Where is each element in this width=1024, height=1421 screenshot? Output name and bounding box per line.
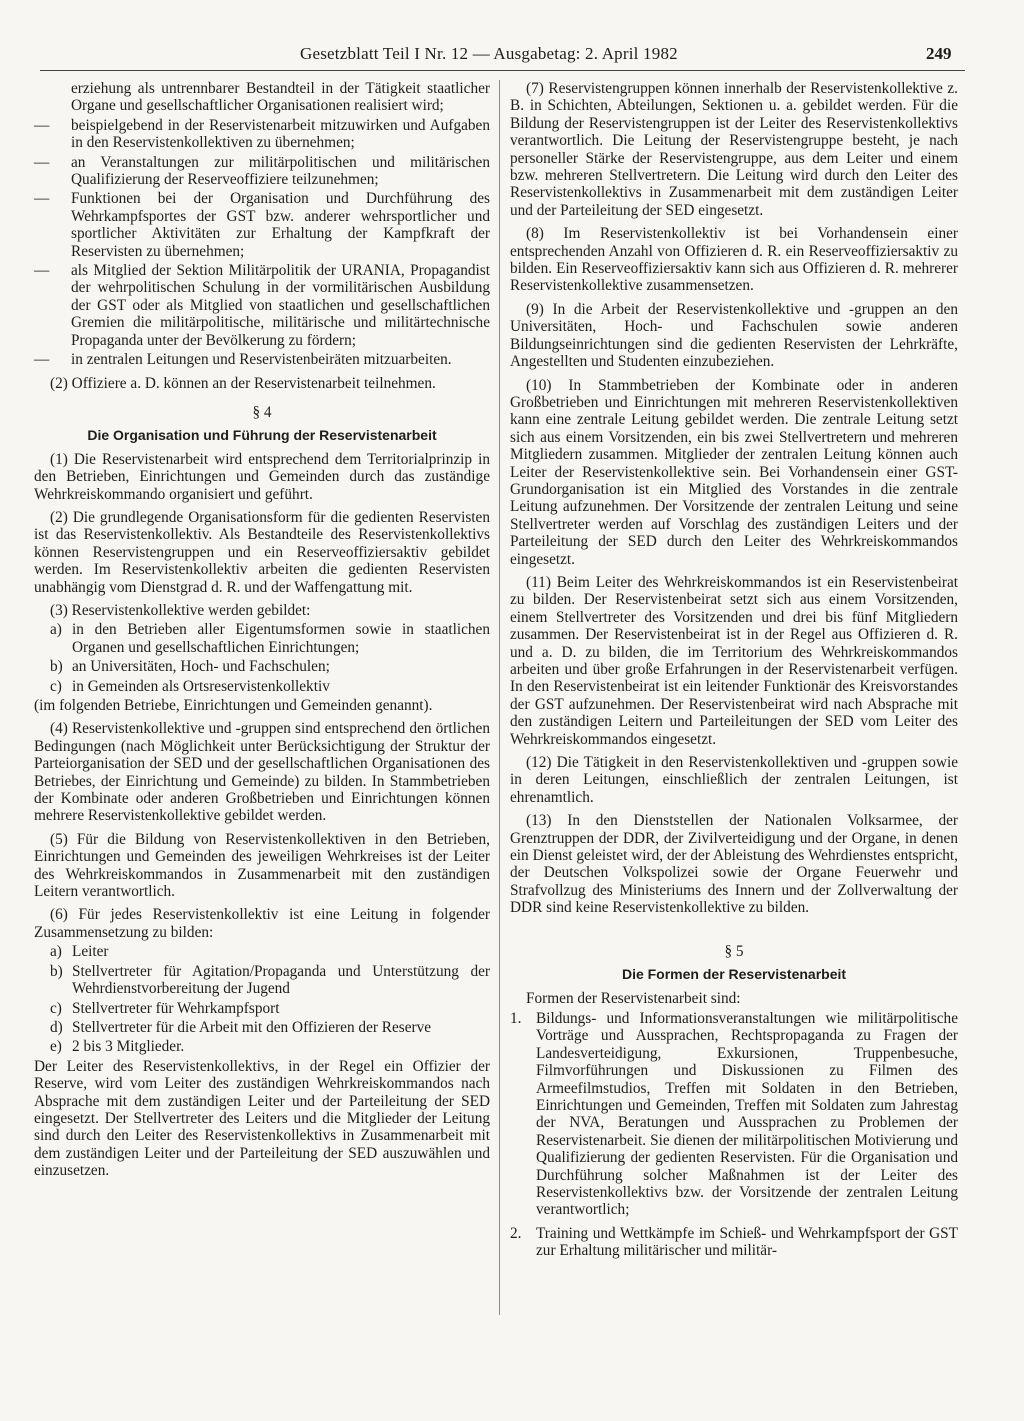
paragraph: (12) Die Tätigkeit in den Reservistenkollektiven und -gruppen sowie in deren Leitungen, einschließlich der zentralen Leitungen, ist ehrenamtlich. xyxy=(510,754,958,806)
list-item xyxy=(50,1038,490,1055)
list-item-text: in den Betrieben aller Eigentumsformen sowie in staatlichen Organen und gesellschaftlichen Einrichtungen; xyxy=(72,621,490,656)
list-marker: 1. xyxy=(510,1009,522,1027)
list-item-text: Funktionen bei der Organisation und Durchführung des Wehrkampfsportes der GST bzw. anderer wehrsportlicher und sportlicher Aktivitäten zur Erhaltung der Kampfkraft der Reservisten zu übernehmen; xyxy=(71,190,490,260)
list-item-text: Leiter xyxy=(72,943,109,961)
list-item-text: an Veranstaltungen zur militärpolitischen und militärischen Qualifizierung der Reserveoffiziere teilzunehmen; xyxy=(71,153,490,189)
paragraph: (2) Die grundlegende Organisationsform für die gedienten Reservisten ist das Reservistenkollektiv. Als Bestandteile des Reservistenkollektivs können Reservistengruppen und ein Reserveoffiziersaktiv gebildet werden. Im Reservistenkollektiv arbeiten die gedienten Reservisten unabhängig vom Dienstgrad d. R. und der Waffengattung mit. xyxy=(34,508,490,596)
list-marker: c) xyxy=(50,999,62,1017)
section-number: § 4 xyxy=(252,403,272,421)
dash-marker: — xyxy=(34,153,50,171)
list-item-text: Bildungs- und Informationsveranstaltungen wie militärpolitische Vorträge und Aussprachen, Rechtspropaganda zu Fragen der Landesverteidigung, Exkursionen, Truppenbesuche, Filmvorführungen und Diskussionen zu Filmen des Armeefilmstudios, Treffen mit Soldaten in den Betrieben, Einrichtungen und Gemeinden, Treffen mit Soldaten zum Jahrestag der NVA, Beratungen und Aussprachen zu Problemen der Reservistenarbeit. Sie dienen der militärpolitischen Motivierung und Qualifizierung der gedienten Reservisten. Für die Organisation und Durchführung solcher Maßnahmen ist der Leiter des Reservistenkollektivs bzw. der Vorsitzende der zentralen Leitung verantwortlich; xyxy=(536,1009,958,1219)
paragraph: (7) Reservistengruppen können innerhalb der Reservistenkollektive z. B. in Schichten, Abteilungen, Sektionen u. a. gebildet werden. Für die Bildung der Reservistengruppen ist der Leiter des Reservistenkollektivs verantwortlich. Die Leitung der Reservistengruppe besteht, je nach personeller Stärke der Reservistengruppe, aus dem Leiter und einem bzw. mehreren Stellvertretern. Die Leitung wird durch den Leiter des Reservistenkollektivs in Zusammenarbeit mit dem zuständigen Leiter und der Parteileitung der SED eingesetzt. xyxy=(510,80,958,219)
dash-marker: — xyxy=(34,262,50,280)
dash-marker: — xyxy=(34,351,50,369)
list-item-text: in zentralen Leitungen und Reservistenbeiräten mitzuarbeiten. xyxy=(71,351,452,369)
paragraph: Formen der Reservistenarbeit sind: xyxy=(526,989,741,1007)
dash-marker: — xyxy=(34,190,50,208)
header-title: Gesetzblatt Teil I Nr. 12 — Ausgabetag: 2. April 1982 xyxy=(300,44,678,63)
list-item xyxy=(50,678,490,695)
section-title: Die Organisation und Führung der Reservistenarbeit xyxy=(87,427,437,444)
list-item xyxy=(510,1010,958,1219)
list-item-text: Stellvertreter für Agitation/Propaganda und Unterstützung der Wehrdienstvorbereitung der Jugend xyxy=(72,962,490,998)
continued-text: erziehung als untrennbarer Bestandteil in der Tätigkeit staatlicher Organe und gesellschaftlicher Organisationen realisiert wird; xyxy=(71,80,490,115)
page-header xyxy=(0,44,1024,68)
list-item xyxy=(34,190,490,260)
list-item-text: an Universitäten, Hoch- und Fachschulen; xyxy=(72,658,330,676)
list-item-text: 2 bis 3 Mitglieder. xyxy=(72,1038,185,1056)
list-marker: a) xyxy=(50,621,62,639)
right-column xyxy=(510,80,958,1266)
list-item xyxy=(34,117,490,152)
paragraph: (3) Reservistenkollektive werden gebildet: xyxy=(50,601,311,619)
left-column xyxy=(34,80,490,1186)
list-item xyxy=(50,621,490,656)
list-item xyxy=(510,1225,958,1260)
list-marker: a) xyxy=(50,943,62,961)
list-item xyxy=(50,658,490,675)
dash-marker: — xyxy=(34,116,50,134)
list-item xyxy=(50,1019,490,1036)
paragraph: Der Leiter des Reservistenkollektivs, in der Regel ein Offizier der Reserve, wird vom Leiter des zuständigen Wehrkreiskommandos nach Absprache mit dem zuständigen Leiter und der Parteileitung der SED eingesetzt. Der Stellvertreter des Leiters und die Mitglieder der Leitung sind durch den Leiter des Reservistenkollektivs in Zusammenarbeit mit dem zuständigen Leiter und der Parteileitung der SED auszuwählen und einzusetzen. xyxy=(34,1057,490,1180)
list-item-text: Training und Wettkämpfe im Schieß- und Wehrkampfsport der GST zur Erhaltung militärischer und militär- xyxy=(536,1224,958,1260)
paragraph: (2) Offiziere a. D. können an der Reservistenarbeit teilnehmen. xyxy=(50,374,436,392)
list-item-text: Stellvertreter für die Arbeit mit den Offizieren der Reserve xyxy=(72,1018,432,1036)
list-marker: c) xyxy=(50,677,62,695)
paragraph: (5) Für die Bildung von Reservistenkollektiven in den Betrieben, Einrichtungen und Gemeinden des jeweiligen Wehrkreises ist der Leiter des Wehrkreiskommandos in Zusammenarbeit mit den zuständigen Leitern verantwortlich. xyxy=(34,830,490,901)
paragraph: (13) In den Dienststellen der Nationalen Volksarmee, der Grenztruppen der DDR, der Zivilverteidigung und der Organe, in denen ein Dienst geleistet wird, der der Ableistung des Wehrdienstes entspricht, der Deutschen Volkspolizei sowie der Organe Feuerwehr und Strafvollzug des Ministeriums des Innern und der Zollverwaltung der DDR sind keine Reservistenkollektive zu bilden. xyxy=(510,812,958,917)
list-item-text: in Gemeinden als Ortsreservistenkollektiv xyxy=(72,677,330,695)
paragraph: (1) Die Reservistenarbeit wird entsprechend dem Territorialprinzip in den Betrieben, Einrichtungen und Gemeinden durch das zuständige Wehrkreiskommando organisiert und geführt. xyxy=(34,450,490,503)
header-rule xyxy=(40,70,965,71)
list-marker: d) xyxy=(50,1018,63,1036)
section-number: § 5 xyxy=(724,942,744,960)
paragraph: (4) Reservistenkollektive und -gruppen sind entsprechend den örtlichen Bedingungen (nach Möglichkeit unter Berücksichtigung der Struktur der Parteiorganisation der SED und der gesellschaftlichen Organisationen des Betriebes, der Einrichtung und Gemeinde) zu bilden. In Stammbetrieben der Kombinate oder anderen Großbetrieben und Einrichtungen können mehrere Reservistenkollektive gebildet werden. xyxy=(34,720,490,825)
list-item-text: beispielgebend in der Reservistenarbeit mitzuwirken und Aufgaben in den Reservistenkollektiven zu übernehmen; xyxy=(71,116,490,152)
paragraph: (6) Für jedes Reservistenkollektiv ist eine Leitung in folgender Zusammensetzung zu bilden: xyxy=(34,906,490,941)
list-item xyxy=(34,351,490,368)
list-marker: e) xyxy=(50,1038,62,1056)
list-marker: b) xyxy=(50,658,63,676)
list-item-text: Stellvertreter für Wehrkampfsport xyxy=(72,999,280,1017)
paragraph: (9) In die Arbeit der Reservistenkollektive und -gruppen an den Universitäten, Hoch- und Fachschulen sowie anderen Bildungseinrichtungen sind die gedienten Reservisten der Lehrkräfte, Angestellten und Studenten einzubeziehen. xyxy=(510,300,958,371)
list-marker: b) xyxy=(50,962,63,980)
paragraph: (11) Beim Leiter des Wehrkreiskommandos ist ein Reservistenbeirat zu bilden. Der Reservistenbeirat setzt sich aus einem Vorsitzenden, einem Stellvertreter des Vorsitzenden und drei bis fünf Mitgliedern zusammen. Der Reservistenbeirat ist in der Regel aus Offizieren d. R. und a. D. zu bilden, die im Territorium des Wehrkreiskommandos arbeiten und über große Erfahrungen in der Reservistenarbeit verfügen. In den Reservistenbeirat ist ein leitender Funktionär des Kreisvorstandes der GST aufzunehmen. Der Reservistenbeirat wird nach Absprache mit den zuständigen Leitern und Parteileitungen der SED vom Leiter des Wehrkreiskommandos eingesetzt. xyxy=(510,573,958,748)
column-divider xyxy=(499,80,500,1315)
paragraph: (im folgenden Betriebe, Einrichtungen und Gemeinden genannt). xyxy=(34,697,433,714)
paragraph: (8) Im Reservistenkollektiv ist bei Vorhandensein einer entsprechenden Anzahl von Offizieren d. R. ein Reserveoffiziersaktiv zu bilden. Ein Reserveoffiziersaktiv kann sich aus Offizieren d. R. mehrerer Reservistenkollektive zusammensetzen. xyxy=(510,225,958,295)
list-item xyxy=(50,1000,490,1017)
list-item-text: als Mitglied der Sektion Militärpolitik der URANIA, Propagandist der wehrpolitischen Schulung in der vormilitärischen Ausbildung der GST oder als Mitglied von staatlichen und gesellschaftlichen Gremien die militärpolitische, militärische und militärtechnische Propaganda unter der Bevölkerung zu fördern; xyxy=(71,262,490,349)
list-item xyxy=(50,943,490,960)
list-marker: 2. xyxy=(510,1224,522,1242)
page-number: 249 xyxy=(926,44,952,63)
section-title: Die Formen der Reservistenarbeit xyxy=(621,966,847,983)
list-item xyxy=(34,262,490,349)
list-item xyxy=(34,154,490,189)
paragraph: (10) In Stammbetrieben der Kombinate oder in anderen Großbetrieben und Einrichtungen mit mehreren Reservistenkollektiven kann eine zentrale Leitung gebildet werden. Die zentrale Leitung setzt sich aus einem Vorsitzenden, ein bis zwei Stellvertretern und mehreren Mitgliedern zusammen. Mitglieder der zentralen Leitung können auch Leiter der Reservistenkollektive sein. Bei Vorhandensein einer GST-Grundorganisation ist ein Mitglied des Vorstandes in die zentrale Leitung aufzunehmen. Der Vorsitzende der zentralen Leitung und seine Stellvertreter werden auf Vorschlag des zuständigen Leiters und der Parteileitung der SED durch den Leiter des Wehrkreiskommandos eingesetzt. xyxy=(510,376,958,568)
list-item xyxy=(50,963,490,998)
